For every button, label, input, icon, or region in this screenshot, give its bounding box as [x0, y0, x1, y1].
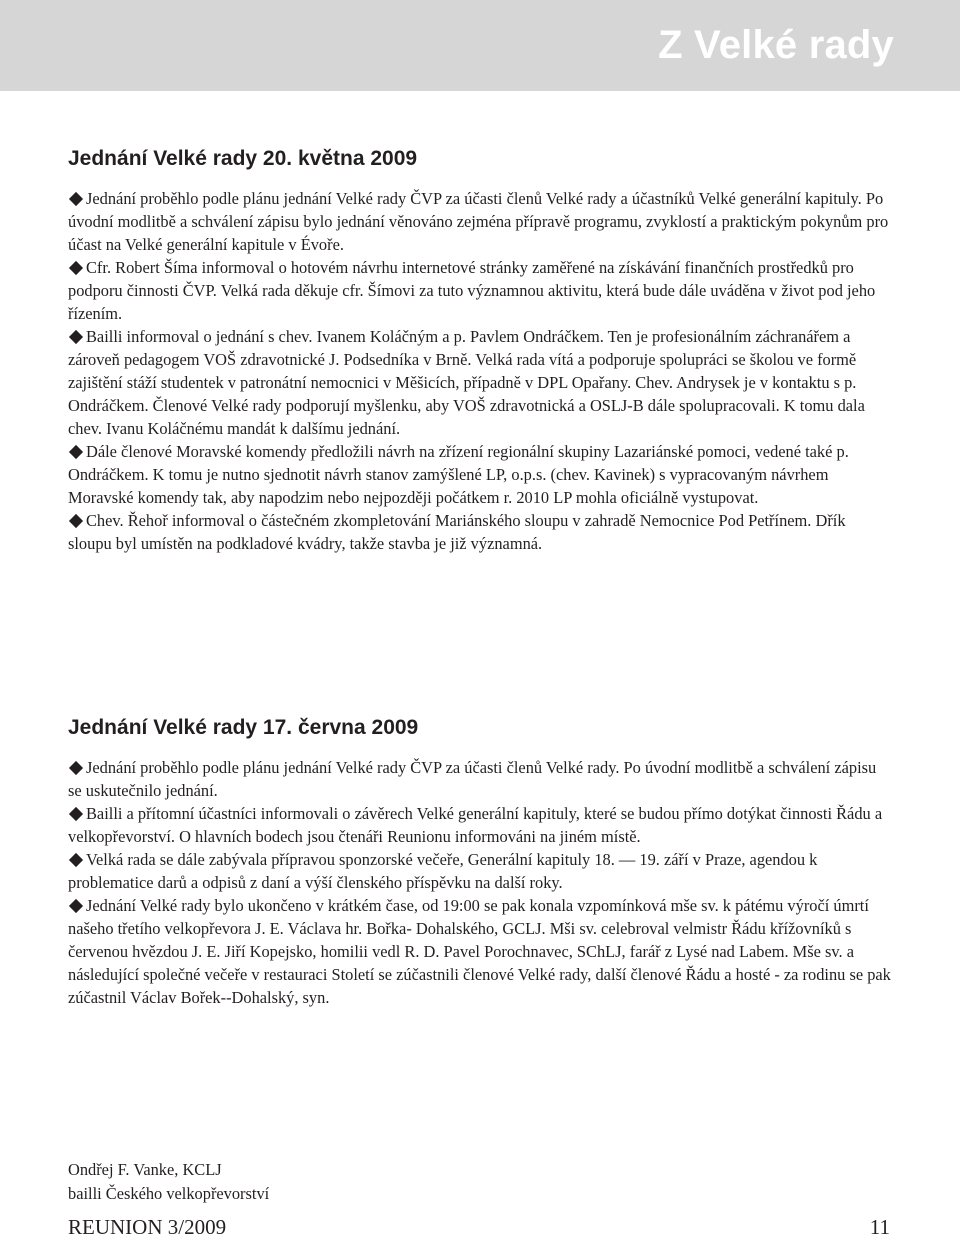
signature-role: bailli Českého velkopřevorství — [68, 1184, 270, 1203]
paragraph: Bailli a přítomní účastníci informovali o závěrech Velké generální kapituly, které se budou přímo dotýkat činnosti Řádu a velkopřevorství. O hlavních bodech jsou čtenáři Reunionu informováni na jiném místě. — [68, 804, 883, 846]
diamond-bullet-icon — [69, 514, 83, 528]
section-june-meeting — [68, 715, 892, 1009]
section-heading: Jednání Velké rady 20. května 2009 — [68, 147, 418, 170]
diamond-bullet-icon — [69, 445, 83, 459]
paragraph: Jednání proběhlo podle plánu jednání Velké rady ČVP za účasti členů Velké rady. Po úvodní modlitbě a schválení zápisu se uskutečnilo jednání. — [68, 758, 877, 800]
paragraph: Velká rada se dále zabývala přípravou sponzorské večeře, Generální kapituly 18. — 19. září v Praze, agendou k problematice darů a odpisů z daní a výší členského příspěvku na další roky. — [68, 850, 818, 892]
diamond-bullet-icon — [69, 261, 83, 275]
diamond-bullet-icon — [69, 899, 83, 913]
signature-block — [68, 1158, 269, 1206]
page-title: Z Velké rady — [658, 23, 894, 67]
paragraph: Cfr. Robert Šíma informoval o hotovém návrhu internetové stránky zaměřené na získávání finančních prostředků pro podporu činnosti ČVP. Velká rada děkuje cfr. Šímovi za tuto významnou aktivitu, která bude dále uváděna v život pod jeho řízením. — [68, 258, 876, 323]
footer-publication: REUNION 3/2009 — [68, 1215, 227, 1239]
section-may-meeting — [68, 146, 892, 555]
diamond-bullet-icon — [69, 807, 83, 821]
footer-page-number: 11 — [869, 1215, 890, 1239]
diamond-bullet-icon — [69, 192, 83, 206]
header-band — [0, 0, 960, 91]
paragraph: Dále členové Moravské komendy předložili návrh na zřízení regionální skupiny Lazariánské pomoci, vedené také p. Ondráčkem. K tomu je nutno sjednotit návrh stanov zamýšlené LP, o.p.s. (chev. Kavinek) s vypracovaným návrhem Moravské komendy tak, aby napodzim nebo nejpozději počátkem r. 2010 LP mohla oficiálně vystupovat. — [68, 442, 849, 507]
diamond-bullet-icon — [69, 853, 83, 867]
paragraph: Bailli informoval o jednání s chev. Ivanem Koláčným a p. Pavlem Ondráčkem. Ten je profesionálním záchranářem a zároveň pedagogem VOŠ zdravotnické J. Podsedníka v Brně. Velká rada vítá a podporuje spolupráci se školou ve formě zajištění stáží studentek v patronátní nemocnici v Měšicích, případně v DPL Opařany. Chev. Andrysek je v kontaktu s p. Ondráčkem. Členové Velké rady podporují myšlenku, aby VOŠ zdravotnická a OSLJ-B dále spolupracovali. K tomu dala chev. Ivanu Koláčnému mandát k dalšímu jednání. — [68, 327, 865, 438]
signature-name: Ondřej F. Vanke, KCLJ — [68, 1160, 222, 1179]
paragraph: Jednání Velké rady bylo ukončeno v krátkém čase, od 19:00 se pak konala vzpomínková mše sv. k pátému výročí úmrtí našeho třetího velkopřevora J. E. Václava hr. Bořka- Dohalského, GCLJ. Mši sv. celebroval velmistr Řádu křížovníků s červenou hvězdou J. E. Jiří Kopejsko, homilii vedl R. D. Pavel Porochnavec, SChLJ, farář z Lysé nad Labem. Mše sv. a následující společné večeře v restauraci Století se zúčastnili členové Velké rady, další členové Řádu a hosté - za rodinu se pak zúčastnil Václav Bořek--Dohalský, syn. — [68, 896, 891, 1007]
paragraph: Chev. Řehoř informoval o částečném zkompletování Mariánského sloupu v zahradě Nemocnice Pod Petřínem. Dřík sloupu byl umístěn na podkladové kvádry, takže stavba je již významná. — [68, 511, 846, 553]
paragraph: Jednání proběhlo podle plánu jednání Velké rady ČVP za účasti členů Velké rady a účastníků Velké generální kapituly. Po úvodní modlitbě a schválení zápisu bylo jednání věnováno zejména přípravě programu, zvyklostí a praktickým pokynům pro účast na Velké generální kapitule v Évoře. — [68, 189, 889, 254]
diamond-bullet-icon — [69, 761, 83, 775]
section-heading: Jednání Velké rady 17. června 2009 — [68, 716, 419, 739]
diamond-bullet-icon — [69, 330, 83, 344]
